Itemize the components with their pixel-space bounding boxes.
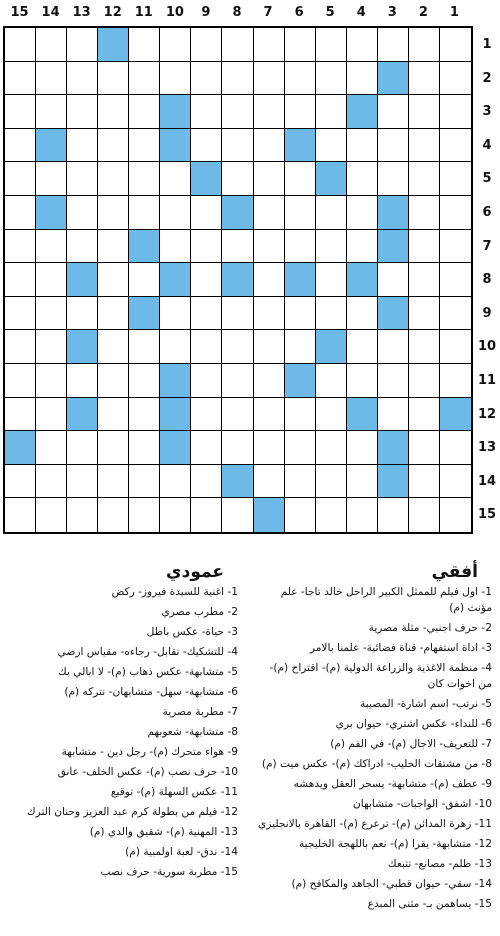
across-clue: 9- عطف (م)- متشابهة- يسحر العقل ويدهشه	[293, 778, 492, 790]
grid-cell[interactable]	[222, 330, 253, 364]
grid-cell[interactable]	[5, 230, 36, 264]
down-clue: 10- حرف نصب (م)- عكس الخلف- عانق	[57, 766, 238, 778]
row-number: 6	[482, 205, 492, 220]
grid-cell[interactable]	[254, 62, 285, 96]
grid-cell[interactable]	[440, 95, 471, 129]
grid-cell[interactable]	[254, 364, 285, 398]
grid-cell[interactable]	[440, 431, 471, 465]
across-clue: 8- من مشتقات الحليب- ادراكك (م)- عكس ميت (م)	[261, 758, 492, 770]
shaded-cell	[222, 465, 253, 499]
grid-cell[interactable]	[440, 364, 471, 398]
grid-cell[interactable]	[285, 431, 316, 465]
grid-cell[interactable]	[316, 95, 347, 129]
grid-cell[interactable]	[378, 330, 409, 364]
column-number: 13	[72, 5, 91, 20]
grid-cell[interactable]	[5, 129, 36, 163]
grid-cell[interactable]	[316, 263, 347, 297]
shaded-cell	[129, 230, 160, 264]
column-number: 8	[232, 5, 242, 20]
shaded-cell	[160, 263, 191, 297]
grid-cell[interactable]	[98, 297, 129, 331]
grid-cell[interactable]	[98, 230, 129, 264]
grid-cell[interactable]	[5, 364, 36, 398]
grid-cell[interactable]	[222, 62, 253, 96]
grid-cell[interactable]	[36, 28, 67, 62]
grid-cell[interactable]	[129, 498, 160, 532]
column-number: 11	[134, 5, 153, 20]
grid-cell[interactable]	[440, 62, 471, 96]
shaded-cell	[378, 196, 409, 230]
shaded-cell	[36, 129, 67, 163]
grid-cell[interactable]	[222, 230, 253, 264]
grid-cell[interactable]	[409, 364, 440, 398]
grid-cell[interactable]	[316, 297, 347, 331]
down-clue-list	[2, 584, 238, 884]
grid-cell[interactable]	[67, 498, 98, 532]
grid-cell[interactable]	[98, 431, 129, 465]
grid-cell[interactable]	[409, 263, 440, 297]
grid-cell[interactable]	[36, 263, 67, 297]
column-number: 10	[165, 5, 184, 20]
across-clue: 14- سقي- حيوان قطبي- الجاهد والمكافح (م)	[291, 878, 492, 890]
grid-cell[interactable]	[191, 28, 222, 62]
shaded-cell	[222, 263, 253, 297]
grid-cell[interactable]	[440, 196, 471, 230]
grid-cell[interactable]	[191, 465, 222, 499]
row-number: 4	[482, 137, 492, 153]
grid-cell[interactable]	[254, 465, 285, 499]
grid-cell[interactable]	[98, 263, 129, 297]
down-clue: 4- للتشكيك- تقابل- رجاءه- مقياس ارضي	[57, 646, 238, 658]
grid-cell[interactable]	[36, 465, 67, 499]
row-number: 3	[482, 104, 492, 120]
grid-cell[interactable]	[5, 330, 36, 364]
column-number: 1	[449, 5, 459, 20]
clues-section	[0, 548, 500, 936]
grid-cell[interactable]	[160, 62, 191, 96]
grid-cell[interactable]	[440, 129, 471, 163]
down-clue: 15- مطربة سورية- حرف نصب	[100, 866, 238, 878]
grid-cell[interactable]	[160, 162, 191, 196]
grid-cell[interactable]	[67, 465, 98, 499]
grid-cell[interactable]	[5, 62, 36, 96]
grid-cell[interactable]	[285, 230, 316, 264]
column-number: 2	[418, 5, 428, 20]
grid-cell[interactable]	[378, 162, 409, 196]
across-clue: 12- متشابهة- يقرا (م)- نعم باللهجة الخليجية	[299, 838, 492, 850]
grid-cell[interactable]	[316, 465, 347, 499]
grid-cell[interactable]	[285, 62, 316, 96]
row-number: 15	[477, 507, 497, 523]
shaded-cell	[160, 431, 191, 465]
grid-cell[interactable]	[36, 62, 67, 96]
grid-cell[interactable]	[222, 162, 253, 196]
grid-cell[interactable]	[440, 498, 471, 532]
grid-cell[interactable]	[347, 297, 378, 331]
row-number: 14	[477, 473, 497, 489]
grid-cell[interactable]	[129, 263, 160, 297]
grid-cell[interactable]	[67, 162, 98, 196]
shaded-cell	[254, 498, 285, 532]
grid-cell[interactable]	[5, 196, 36, 230]
shaded-cell	[316, 162, 347, 196]
grid-cell[interactable]	[191, 364, 222, 398]
grid-cell[interactable]	[67, 129, 98, 163]
across-clue: 13- ظلم- مصانع- تتبعك	[387, 858, 492, 870]
grid-cell[interactable]	[191, 330, 222, 364]
grid-cell[interactable]	[347, 62, 378, 96]
grid-cell[interactable]	[254, 162, 285, 196]
grid-cell[interactable]	[378, 498, 409, 532]
shaded-cell	[347, 263, 378, 297]
grid-cell[interactable]	[347, 431, 378, 465]
grid-cell[interactable]	[316, 62, 347, 96]
grid-cell[interactable]	[191, 129, 222, 163]
grid-cell[interactable]	[285, 297, 316, 331]
grid-cell[interactable]	[409, 62, 440, 96]
grid-cell[interactable]	[378, 263, 409, 297]
grid-cell[interactable]	[378, 129, 409, 163]
grid-cell[interactable]	[347, 129, 378, 163]
across-clue: 2- حرف اجنبي- مثلة مصرية	[368, 622, 492, 634]
grid-cell[interactable]	[5, 297, 36, 331]
shaded-cell	[378, 297, 409, 331]
grid-cell[interactable]	[254, 95, 285, 129]
grid-cell[interactable]	[5, 498, 36, 532]
grid-cell[interactable]	[222, 498, 253, 532]
grid-cell[interactable]	[98, 62, 129, 96]
grid-cell[interactable]	[347, 330, 378, 364]
grid-cell[interactable]	[36, 95, 67, 129]
grid-cell[interactable]	[316, 230, 347, 264]
grid-cell[interactable]	[67, 62, 98, 96]
grid-cell[interactable]	[98, 196, 129, 230]
grid-cell[interactable]	[409, 129, 440, 163]
shaded-cell	[160, 364, 191, 398]
grid-cell[interactable]	[129, 62, 160, 96]
shaded-cell	[378, 465, 409, 499]
grid-cell[interactable]	[409, 498, 440, 532]
down-clue: 3- حياة- عكس باطل	[146, 626, 238, 638]
grid-cell[interactable]	[409, 230, 440, 264]
grid-cell[interactable]	[191, 431, 222, 465]
grid-cell[interactable]	[254, 431, 285, 465]
grid-cell[interactable]	[67, 230, 98, 264]
grid-cell[interactable]	[129, 465, 160, 499]
shaded-cell	[5, 431, 36, 465]
grid-cell[interactable]	[191, 230, 222, 264]
grid-cell[interactable]	[254, 297, 285, 331]
grid-cell[interactable]	[254, 398, 285, 432]
grid-cell[interactable]	[347, 162, 378, 196]
grid-cell[interactable]	[409, 162, 440, 196]
grid-cell[interactable]	[378, 398, 409, 432]
across-clue: 15- يساهمن بـ- مثنى المبدع	[367, 898, 492, 910]
grid-cell[interactable]	[129, 95, 160, 129]
grid-cell[interactable]	[160, 498, 191, 532]
grid-cell[interactable]	[222, 398, 253, 432]
grid-cell[interactable]	[129, 364, 160, 398]
grid-cell[interactable]	[98, 498, 129, 532]
grid-cell[interactable]	[36, 398, 67, 432]
grid-cell[interactable]	[67, 431, 98, 465]
grid-cell[interactable]	[378, 95, 409, 129]
down-clue: 9- هواء متحرك (م)- رجل دين - متشابهة	[61, 746, 238, 758]
down-title: عمودي	[166, 562, 224, 582]
grid-cell[interactable]	[440, 230, 471, 264]
grid-cell[interactable]	[222, 364, 253, 398]
grid-cell[interactable]	[285, 28, 316, 62]
grid-cell[interactable]	[129, 431, 160, 465]
grid-cell[interactable]	[409, 465, 440, 499]
down-clue: 12- فيلم من بطولة كرم عبد العزيز وحنان الترك	[26, 806, 238, 818]
grid-cell[interactable]	[347, 196, 378, 230]
grid-cell[interactable]	[129, 129, 160, 163]
grid-cell[interactable]	[222, 95, 253, 129]
row-number: 1	[482, 37, 492, 52]
grid-cell[interactable]	[347, 465, 378, 499]
grid-cell[interactable]	[440, 28, 471, 62]
shaded-cell	[160, 129, 191, 163]
grid-cell[interactable]	[5, 28, 36, 62]
column-number: 12	[103, 5, 122, 20]
down-clue: 8- متشابهة- شعوبهم	[147, 726, 238, 738]
grid-cell[interactable]	[254, 330, 285, 364]
grid-cell[interactable]	[409, 330, 440, 364]
grid-cell[interactable]	[36, 162, 67, 196]
shaded-cell	[160, 398, 191, 432]
column-number: 5	[325, 5, 335, 20]
grid-cell[interactable]	[129, 28, 160, 62]
grid-cell[interactable]	[36, 230, 67, 264]
grid-cell[interactable]	[98, 330, 129, 364]
grid-cell[interactable]	[285, 465, 316, 499]
grid-cell[interactable]	[160, 28, 191, 62]
column-number: 4	[356, 5, 366, 20]
grid-cell[interactable]	[98, 364, 129, 398]
column-number: 3	[387, 5, 397, 20]
grid-cell[interactable]	[5, 95, 36, 129]
column-number: 7	[263, 5, 273, 20]
grid-cell[interactable]	[254, 230, 285, 264]
grid-cell[interactable]	[222, 297, 253, 331]
grid-cell[interactable]	[409, 431, 440, 465]
grid-cell[interactable]	[67, 95, 98, 129]
grid-cell[interactable]	[67, 196, 98, 230]
grid-cell[interactable]	[36, 330, 67, 364]
grid-cell[interactable]	[67, 28, 98, 62]
row-number: 5	[482, 171, 492, 187]
column-number: 6	[294, 5, 304, 20]
grid-cell[interactable]	[129, 162, 160, 196]
shaded-cell	[347, 95, 378, 129]
grid-cell[interactable]	[222, 28, 253, 62]
column-number: 14	[41, 5, 60, 20]
shaded-cell	[67, 263, 98, 297]
grid-cell[interactable]	[254, 263, 285, 297]
row-number: 7	[482, 238, 492, 254]
grid-cell[interactable]	[316, 364, 347, 398]
row-number: 12	[477, 406, 497, 422]
column-number: 15	[10, 5, 29, 20]
grid-cell[interactable]	[440, 465, 471, 499]
grid-cell[interactable]	[5, 263, 36, 297]
grid-cell[interactable]	[36, 297, 67, 331]
shaded-cell	[285, 364, 316, 398]
grid-cell[interactable]	[98, 398, 129, 432]
grid-cell[interactable]	[285, 498, 316, 532]
grid-cell[interactable]	[98, 129, 129, 163]
shaded-cell	[222, 196, 253, 230]
grid-cell[interactable]	[316, 129, 347, 163]
across-title: أفقي	[431, 562, 478, 582]
shaded-cell	[316, 330, 347, 364]
shaded-cell	[347, 398, 378, 432]
grid-cell[interactable]	[409, 28, 440, 62]
grid-cell[interactable]	[316, 28, 347, 62]
grid-cell[interactable]	[440, 330, 471, 364]
grid-cell[interactable]	[316, 398, 347, 432]
down-clue: 6- متشابهة- سهل- متشابهان- نتركه (م)	[64, 686, 238, 698]
grid-cell[interactable]	[316, 196, 347, 230]
grid-cell[interactable]	[378, 28, 409, 62]
grid-cell[interactable]	[191, 62, 222, 96]
shaded-cell	[378, 230, 409, 264]
down-clue: 7- مطربة مصرية	[162, 706, 238, 718]
across-clue: 7- للتعريف- الاجال (م)- في الفم (م)	[330, 738, 492, 750]
grid-cell[interactable]	[222, 431, 253, 465]
grid-cell[interactable]	[254, 129, 285, 163]
grid-cell[interactable]	[191, 498, 222, 532]
row-number: 13	[477, 440, 497, 456]
grid-cell[interactable]	[129, 330, 160, 364]
down-clue: 11- عكس السهلة (م)- توقيع	[110, 786, 238, 798]
grid-cell[interactable]	[440, 162, 471, 196]
across-clue: 4- منظمة الاغذية والزراعة الدولية (م)- اقتراح (م)- من اخوات كان	[269, 662, 492, 690]
grid-cell[interactable]	[347, 230, 378, 264]
grid-cell[interactable]	[191, 95, 222, 129]
grid-cell[interactable]	[285, 162, 316, 196]
grid-cell[interactable]	[409, 297, 440, 331]
grid-cell[interactable]	[191, 196, 222, 230]
shaded-cell	[285, 129, 316, 163]
grid-cell[interactable]	[191, 398, 222, 432]
grid-cell[interactable]	[98, 95, 129, 129]
row-number: 9	[482, 305, 492, 321]
shaded-cell	[378, 62, 409, 96]
across-clue: 11- زهرة المدائن (م)- ترعرع (م)- القاهرة بالانجليزي	[258, 818, 492, 830]
row-number: 10	[477, 339, 497, 355]
across-clue-list	[256, 584, 492, 916]
grid-cell[interactable]	[378, 364, 409, 398]
shaded-cell	[129, 297, 160, 331]
grid-cell[interactable]	[285, 398, 316, 432]
grid-cell[interactable]	[160, 330, 191, 364]
grid-cell[interactable]	[129, 398, 160, 432]
grid-cell[interactable]	[347, 364, 378, 398]
grid-cell[interactable]	[347, 498, 378, 532]
grid-cell[interactable]	[160, 465, 191, 499]
across-clue: 3- اداة استفهام- قناة فضائية- علمنا بالامر	[309, 642, 492, 654]
grid-cell[interactable]	[36, 364, 67, 398]
grid-cell[interactable]	[254, 28, 285, 62]
column-number: 9	[201, 5, 211, 20]
shaded-cell	[160, 95, 191, 129]
grid-cell[interactable]	[191, 297, 222, 331]
grid-cell[interactable]	[5, 465, 36, 499]
down-clue: 5- متشابهة- عكس ذهاب (م)- لا ابالي بك	[58, 666, 238, 678]
down-clue: 14- ندق- لعبة اولمبية (م)	[125, 846, 238, 858]
down-clue: 1- اغنية للسيدة فيروز- ركض	[111, 586, 238, 598]
grid-cell[interactable]	[5, 162, 36, 196]
across-clue: 5- نرتب- اسم اشارة- المصيبة	[360, 698, 492, 710]
grid-cell[interactable]	[316, 431, 347, 465]
grid-cell[interactable]	[67, 297, 98, 331]
grid-cell[interactable]	[191, 263, 222, 297]
grid-cell[interactable]	[160, 196, 191, 230]
row-number: 8	[482, 272, 492, 288]
grid-cell[interactable]	[5, 398, 36, 432]
shaded-cell	[191, 162, 222, 196]
shaded-cell	[98, 28, 129, 62]
across-clue: 1- اول فيلم للممثل الكبير الراحل خالد تاجا- علم مؤنث (م)	[280, 586, 492, 614]
grid-cell[interactable]	[316, 498, 347, 532]
grid-cell[interactable]	[254, 196, 285, 230]
across-clue: 10- اشفق- الواجبات- متشابهان	[353, 798, 492, 810]
grid-cell[interactable]	[409, 95, 440, 129]
row-number: 11	[477, 373, 497, 388]
shaded-cell	[67, 330, 98, 364]
shaded-cell	[285, 263, 316, 297]
grid-cell[interactable]	[36, 431, 67, 465]
grid-cell[interactable]	[347, 28, 378, 62]
grid-cell[interactable]	[409, 398, 440, 432]
down-clue: 2- مطرب مصري	[161, 606, 238, 618]
grid-cell[interactable]	[98, 162, 129, 196]
grid-cell[interactable]	[285, 330, 316, 364]
grid-cell[interactable]	[160, 230, 191, 264]
grid-cell[interactable]	[36, 498, 67, 532]
grid-cell[interactable]	[440, 297, 471, 331]
grid-cell[interactable]	[98, 465, 129, 499]
shaded-cell	[378, 431, 409, 465]
grid-cell[interactable]	[67, 364, 98, 398]
grid-cell[interactable]	[285, 95, 316, 129]
row-number: 2	[482, 70, 492, 86]
grid-cell[interactable]	[409, 196, 440, 230]
crossword-grid[interactable]	[3, 26, 473, 534]
down-clue: 13- المهنية (م)- شقيق والدي (م)	[89, 826, 238, 838]
across-clue: 6- للنداء- عكس اشتري- حيوان بري	[335, 718, 492, 730]
shaded-cell	[67, 398, 98, 432]
grid-cell[interactable]	[222, 129, 253, 163]
grid-cell[interactable]	[160, 297, 191, 331]
grid-cell[interactable]	[285, 196, 316, 230]
grid-cell[interactable]	[129, 196, 160, 230]
shaded-cell	[440, 398, 471, 432]
shaded-cell	[36, 196, 67, 230]
grid-cell[interactable]	[440, 263, 471, 297]
